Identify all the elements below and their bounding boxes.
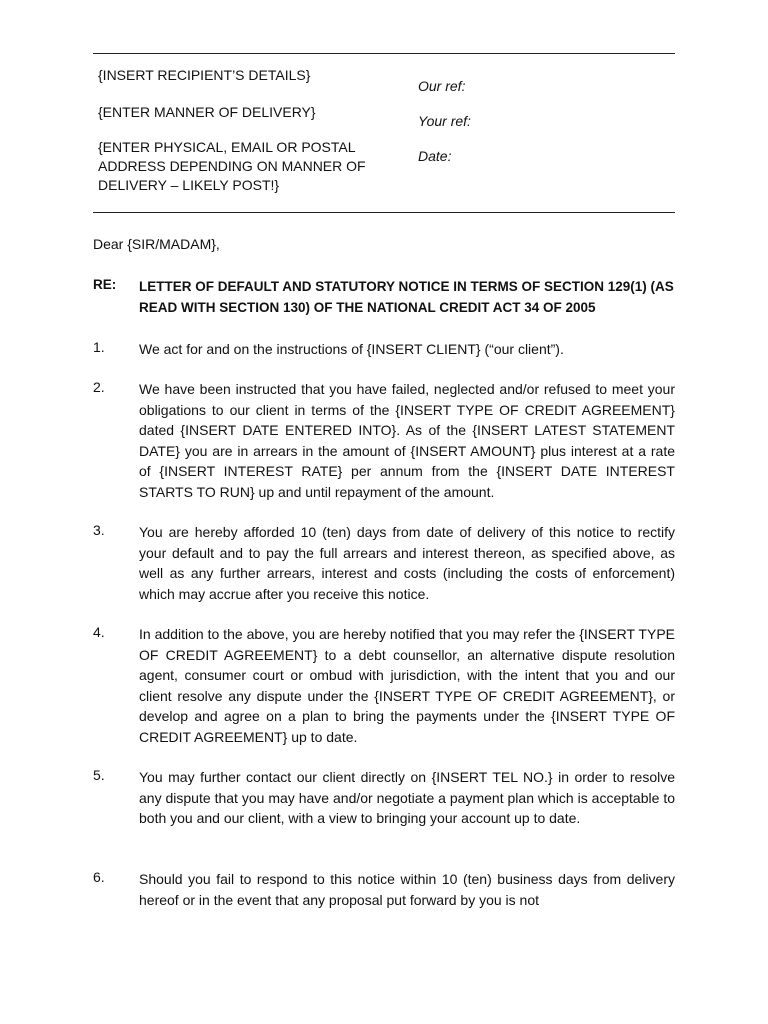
paragraph-text: We act for and on the instructions of {INSERT CLIENT} (“our client”). [139, 341, 564, 357]
paragraph-number: 5. [93, 767, 105, 783]
our-ref-label: Our ref: [418, 78, 466, 94]
paragraph-number: 6. [93, 869, 105, 885]
header-bottom-rule [93, 212, 675, 213]
salutation: Dear {SIR/MADAM}, [93, 236, 220, 252]
delivery-manner: {ENTER MANNER OF DELIVERY} [98, 104, 316, 120]
paragraph-number: 1. [93, 339, 105, 355]
paragraph-text: You may further contact our client directly on {INSERT TEL NO.} in order to resolve any dispute that you may have and/or negotiate a payment plan which is acceptable to both you and our client, with a view to bringing your account up to date. [139, 769, 675, 826]
paragraph-number: 3. [93, 522, 105, 538]
paragraph-number: 4. [93, 624, 105, 640]
recipient-details: {INSERT RECIPIENT’S DETAILS} [98, 67, 311, 83]
paragraph-text: Should you fail to respond to this notice within 10 (ten) business days from delivery hereof or in the event that any proposal put forward by you is not [139, 871, 675, 908]
your-ref-label: Your ref: [418, 113, 471, 129]
date-label: Date: [418, 148, 452, 164]
paragraph-number: 2. [93, 379, 105, 395]
recipient-address: {ENTER PHYSICAL, EMAIL OR POSTAL ADDRESS DEPENDING ON MANNER OF DELIVERY – LIKELY POST!} [98, 139, 366, 193]
paragraph-text: We have been instructed that you have failed, neglected and/or refused to meet your obligations to our client in terms of the {INSERT TYPE OF CREDIT AGREEMENT} dated {INSERT DATE ENTERED INTO}. As of the {INSERT LATEST STATEMENT DATE} you are in arrears in the amount of {INSERT AMOUNT} plus interest at a rate of {INSERT INTEREST RATE} per annum from the {INSERT DATE INTEREST STARTS TO RUN} up and until repayment of the amount. [139, 381, 675, 500]
paragraph-text: You are hereby afforded 10 (ten) days from date of delivery of this notice to rectify your default and to pay the full arrears and interest thereon, as specified above, as well as any further arrears, interest and costs (including the costs of enforcement) which may accrue after you receive this notice. [139, 524, 675, 602]
subject-label: RE: [93, 277, 117, 292]
subject-title: LETTER OF DEFAULT AND STATUTORY NOTICE IN TERMS OF SECTION 129(1) (AS READ WITH SECTION 130) OF THE NATIONAL CREDIT ACT 34 OF 2005 [139, 279, 674, 315]
paragraph-text: In addition to the above, you are hereby notified that you may refer the {INSERT TYPE OF CREDIT AGREEMENT} to a debt counsellor, an alternative dispute resolution agent, consumer court or ombud with jurisdiction, with the intent that you and our client resolve any dispute under the {INSERT TYPE OF CREDIT AGREEMENT}, or develop and agree on a plan to bring the payments under the {INSERT TYPE OF CREDIT AGREEMENT} up to date. [139, 626, 675, 745]
header-top-rule [93, 53, 675, 54]
